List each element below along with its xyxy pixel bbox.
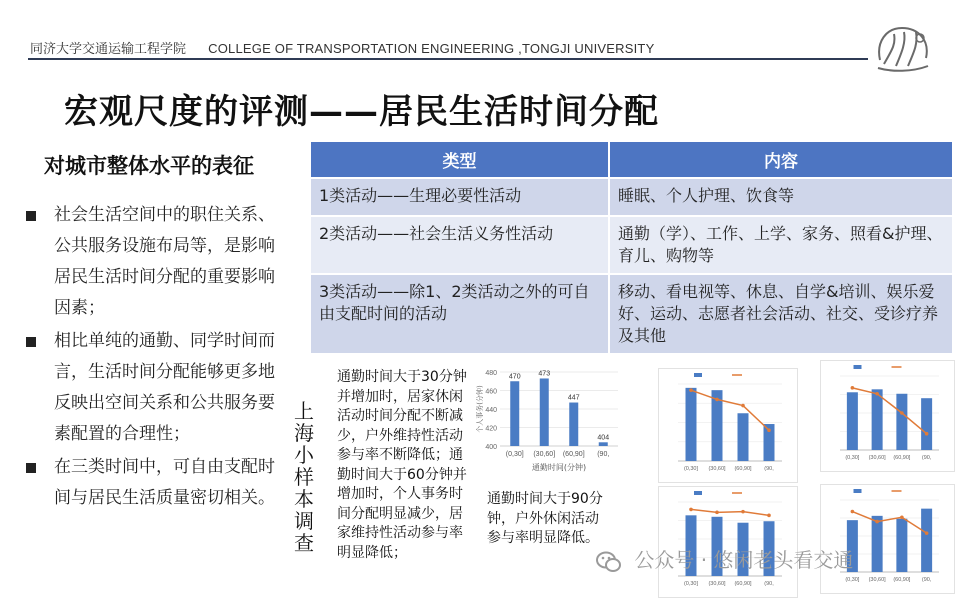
bullet-text: 在三类时间中，可自由支配时间与居民生活质量密切相关。 — [54, 457, 275, 508]
y-tick-label: 420 — [485, 425, 497, 433]
data-label: 470 — [508, 373, 521, 381]
x-axis-label: 通勤时间(分钟) — [531, 463, 587, 472]
chart-frame — [821, 485, 955, 594]
chart-svg — [820, 484, 955, 594]
x-tick-label: (90, — [921, 577, 932, 583]
section-subhead: 对城市整体水平的表征 — [44, 154, 254, 178]
chart-bar — [510, 381, 519, 446]
mini-chart-4 — [820, 484, 955, 594]
line-point — [741, 510, 745, 514]
table-cell: 3类活动——除1、2类活动之外的可自由支配时间的活动 — [311, 274, 609, 353]
table-cell: 1类活动——生理必要性活动 — [311, 178, 609, 216]
x-tick-label: (0,30] — [683, 581, 699, 587]
chart-bar — [738, 413, 749, 461]
mini-chart-1 — [658, 368, 798, 483]
mini-chart-2 — [820, 360, 955, 472]
chart-bar — [872, 389, 883, 450]
header-bar — [30, 38, 654, 57]
list-item — [22, 326, 284, 450]
bullet-square-icon — [26, 211, 36, 221]
x-tick-label: (90, — [921, 455, 932, 461]
line-point — [741, 404, 745, 408]
data-label: 473 — [538, 370, 551, 378]
x-tick-label: (30,60] — [708, 466, 726, 472]
legend-swatch-bar — [694, 491, 702, 495]
line-point — [925, 432, 929, 436]
activity-type-table — [311, 142, 954, 353]
x-tick-label: (30,60] — [708, 581, 726, 587]
chart-frame — [659, 487, 798, 598]
chart-bar — [847, 392, 858, 450]
finding-note-1: 通勤时间大于30分钟并增加时，居家休闲活动时间分配不断减少，户外维持性活动参与率不断降低；通勤时间大于60分钟并增加时，个人事务时间分配明显减少，居家维持性活动参与率明显降低； — [337, 369, 467, 561]
list-item — [22, 200, 284, 324]
chart-svg — [658, 368, 798, 483]
bullet-square-icon — [26, 463, 36, 473]
bullet-list — [22, 200, 284, 516]
bullet-square-icon — [26, 337, 36, 347]
survey-label: 上海小样本调查 — [294, 399, 314, 555]
list-item — [22, 452, 284, 514]
chart-svg — [820, 360, 955, 472]
chart-bar — [921, 398, 932, 450]
table-header-row — [311, 142, 953, 178]
line-point — [900, 515, 904, 519]
line-point — [851, 510, 855, 514]
column-header-type: 类型 — [311, 142, 609, 178]
chart-bar — [540, 378, 549, 446]
x-tick-label: (60,90] — [734, 581, 752, 587]
y-tick-label: 400 — [485, 444, 497, 451]
school-name-cn: 同济大学交通运输工程学院 — [30, 42, 187, 57]
table-row — [311, 216, 953, 274]
wechat-icon — [596, 549, 622, 575]
chart-bar — [599, 442, 608, 446]
line-point — [925, 531, 929, 535]
table-row — [311, 274, 953, 353]
watermark — [596, 544, 853, 575]
legend-swatch-bar — [694, 373, 702, 377]
school-name-en: COLLEGE OF TRANSPORTATION ENGINEERING ,TONGJI UNIVERSITY — [208, 41, 655, 56]
y-tick-label: 460 — [485, 388, 497, 396]
chart-bar — [896, 394, 907, 450]
data-label: 447 — [567, 394, 580, 402]
header-divider — [28, 58, 868, 60]
line-point — [715, 511, 719, 515]
table-row — [311, 178, 953, 216]
university-logo-icon — [872, 20, 934, 76]
x-tick-label: (30,60] — [868, 577, 886, 583]
line-point — [767, 428, 771, 432]
line-point — [689, 508, 693, 512]
chart-bar — [872, 516, 883, 572]
legend-swatch-bar — [854, 365, 862, 369]
chart-frame — [659, 369, 798, 483]
page-title: 宏观尺度的评测——居民生活时间分配 — [64, 92, 659, 132]
watermark-text: 公众号 · 悠闲老头看交通 — [634, 548, 854, 572]
chart-frame — [821, 361, 955, 472]
line-point — [851, 386, 855, 390]
chart-svg — [474, 364, 624, 476]
line-point — [767, 514, 771, 518]
line-point — [715, 398, 719, 402]
mini-chart-3 — [658, 486, 798, 598]
x-tick-label: (60,90] — [562, 451, 585, 458]
chart-bar — [921, 509, 932, 572]
x-tick-label: (60,90] — [734, 466, 752, 472]
line-point — [900, 411, 904, 415]
line-point — [689, 388, 693, 392]
bullet-text: 社会生活空间中的职住关系、公共服务设施布局等，是影响居民生活时间分配的重要影响因素； — [54, 205, 275, 318]
x-tick-label: (90, — [597, 451, 610, 458]
chart-bar — [686, 388, 697, 461]
x-tick-label: (60,90] — [893, 577, 911, 583]
x-tick-label: (90, — [764, 581, 774, 587]
table-cell: 2类活动——社会生活义务性活动 — [311, 216, 609, 274]
x-tick-label: (90, — [764, 466, 774, 472]
data-label: 404 — [597, 434, 610, 442]
x-tick-label: (0,30] — [683, 466, 699, 472]
chart-svg — [658, 486, 798, 598]
commute-bar-chart — [474, 364, 624, 476]
x-tick-label: (30,60] — [868, 455, 886, 461]
finding-note-2: 通勤时间大于90分钟，户外休闲活动参与率明显降低。 — [487, 491, 603, 546]
y-axis-label: 个人事务(分钟) — [476, 385, 484, 433]
line-point — [875, 392, 879, 396]
table-cell: 睡眠、个人护理、饮食等 — [609, 178, 953, 216]
x-tick-label: (0,30] — [845, 455, 860, 461]
chart-bar — [569, 403, 578, 446]
table-cell: 移动、看电视等、休息、自学&培训、娱乐爱好、运动、志愿者社会活动、社交、受诊疗养及其他 — [609, 274, 953, 353]
x-tick-label: (30,60] — [533, 451, 556, 458]
x-tick-label: (0,30] — [505, 451, 524, 458]
bullet-text: 相比单纯的通勤、同学时间而言，生活时间分配能够更多地反映出空间关系和公共服务要素配置的合理性； — [54, 331, 275, 444]
column-header-content: 内容 — [609, 142, 953, 178]
legend-swatch-bar — [854, 489, 862, 493]
table-cell: 通勤（学）、工作、上学、家务、照看&护理、育儿、购物等 — [609, 216, 953, 274]
y-tick-label: 440 — [485, 407, 497, 414]
y-tick-label: 480 — [485, 370, 497, 377]
line-point — [875, 520, 879, 524]
x-tick-label: (0,30] — [845, 577, 860, 583]
x-tick-label: (60,90] — [893, 455, 911, 461]
chart-bar — [896, 519, 907, 572]
